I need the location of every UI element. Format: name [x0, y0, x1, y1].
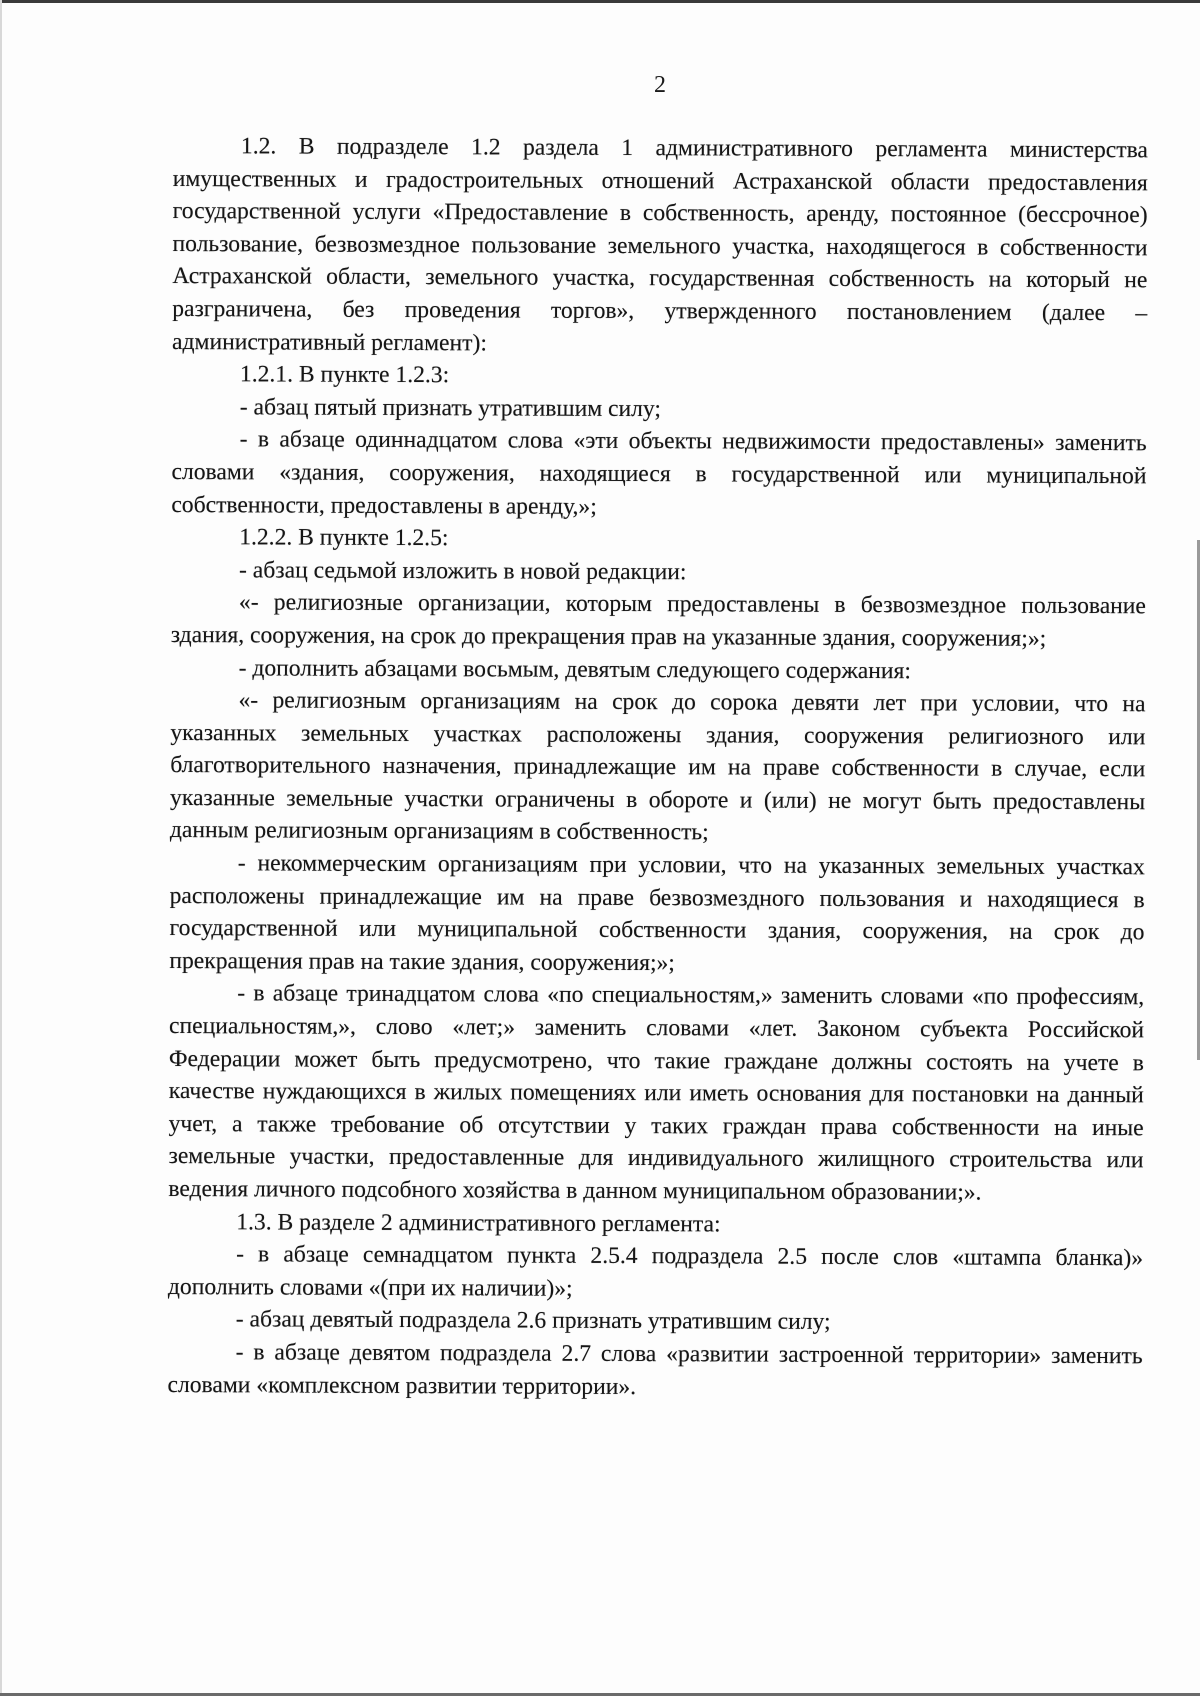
scan-edge-top: [0, 0, 1200, 3]
paragraph: - дополнить абзацами восьмым, девятым следующего содержания:: [238, 654, 912, 684]
paragraph: - абзац девятый подраздела 2.6 признать утратившим силу;: [235, 1306, 831, 1336]
paragraph: - в абзаце тринадцатом слова «по специальностям,» заменить словами «по профессиям, специальностям,», слово «лет;» заменить словами «лет. Законом субъекта Российской Федерации может быть предусмотрено, что такие граждане должны состоять на учете в качестве нуждающихся в жилых помещениях или иметь основания для постановки на данный учет, а также требование об отсутствии у таких граждан права собственности на иные земельные участки, предоставленные для индивидуального жилищного строительства или ведения личного подсобного хозяйства в данном муниципальном образовании;».: [168, 980, 1145, 1206]
paragraph: - абзац пятый признать утратившим силу;: [239, 394, 662, 422]
paragraph: - некоммерческим организациям при условии, что на указанных земельных участках расположены принадлежащие им на праве безвозмездного пользования и находящиеся в государственной или муниципальной собственности здания, сооружения, на срок до прекращения прав на такие здания, сооружения;»;: [169, 850, 1145, 977]
paragraph: - в абзаце семнадцатом пункта 2.5.4 подраздела 2.5 после слов «штампа бланка)» дополнить словами «(при их наличии)»;: [167, 1241, 1144, 1302]
document-body: [167, 130, 1148, 1405]
paragraph: «- религиозным организациям на срок до сорока девяти лет при условии, что на указанных земельных участках расположены здания, сооружения религиозного или благотворительного назначения, принадлежащие им на праве собственности в случае, если указанные земельные участки ограничены в обороте и (или) не могут быть предоставлены данным религиозным организациям в собственность;: [169, 687, 1146, 846]
paragraph: 1.2. В подразделе 1.2 раздела 1 административного регламента министерства имущественных и градостроительных отношений Астраханской области предоставления государственной услуги «Предоставление в собственность, аренду, постоянное (бессрочное) пользование, безвозмездное пользование земельного участка, находящегося в собственности Астраханской области, земельного участка, государственная собственность на который не разграничена, без проведения торгов», утвержденного постановлением (далее – административный регламент):: [172, 133, 1148, 356]
scan-edge-left: [0, 0, 2, 1696]
paragraph: - в абзаце одиннадцатом слова «эти объекты недвижимости предоставлены» заменить словами «здания, сооружения, находящиеся в государственной или муниципальной собственности, предоставлены в аренду,»;: [171, 426, 1147, 520]
page-number: 2: [654, 72, 666, 98]
paragraph: «- религиозные организации, которым предоставлены в безвозмездное пользование здания, сооружения, на срок до прекращения прав на указанные здания, сооружения;»;: [170, 589, 1146, 652]
paragraph: 1.3. В разделе 2 административного регламента:: [236, 1208, 721, 1237]
paragraph: 1.2.2. В пункте 1.2.5:: [239, 524, 449, 552]
paragraph: 1.2.1. В пункте 1.2.3:: [239, 361, 450, 389]
paragraph: - абзац седьмой изложить в новой редакции:: [239, 557, 687, 585]
paragraph: - в абзаце девятом подраздела 2.7 слова «развитии застроенной территории» заменить словами «комплексном развитии территории».: [167, 1339, 1143, 1400]
